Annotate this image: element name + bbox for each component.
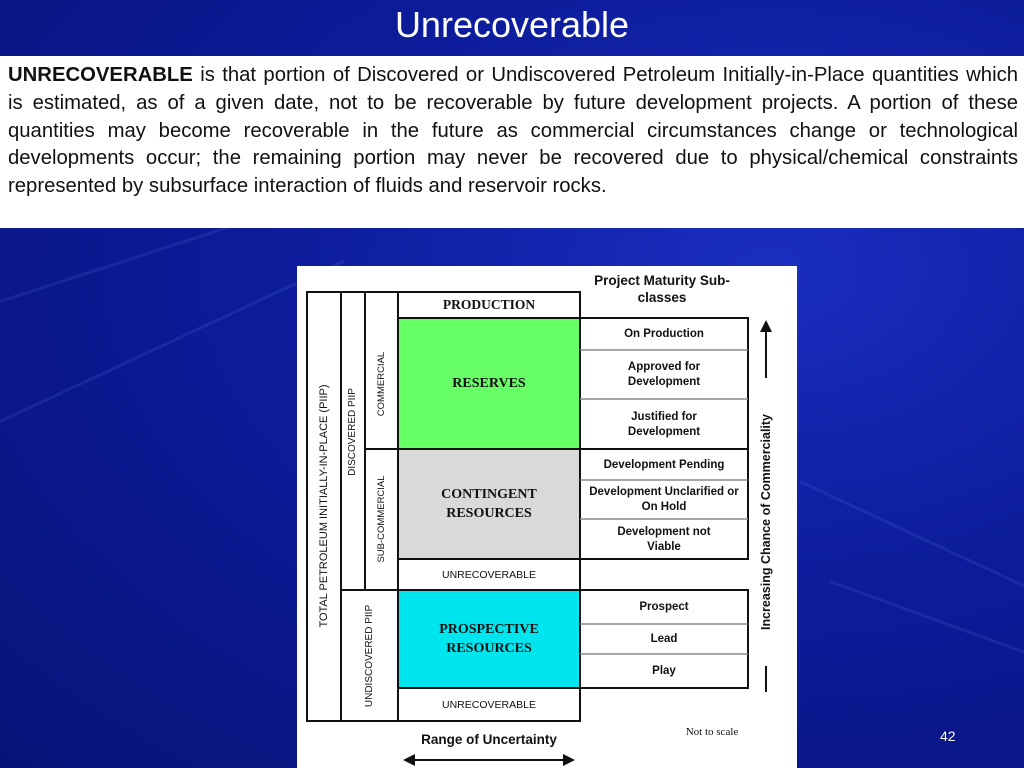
subclass-play: Play [652, 665, 676, 677]
undiscovered-piip-label: UNDISCOVERED PIIP [364, 604, 375, 708]
unrecoverable-label-2: UNRECOVERABLE [442, 698, 536, 711]
subclass-approved: Approved for Development [627, 361, 701, 388]
reserves-label: RESERVES [452, 375, 526, 391]
definition-box [0, 56, 1024, 228]
commerciality-label: Increasing Chance of Commerciality [759, 413, 773, 631]
subclass-pending: Development Pending [603, 458, 725, 471]
sub-commercial-label: SUB-COMMERCIAL [376, 475, 387, 563]
scale-note: Not to scale [685, 726, 739, 738]
subclass-not-viable: Development not Viable [617, 525, 711, 553]
resource-classification-diagram [297, 266, 797, 768]
production-label: PRODUCTION [442, 297, 536, 312]
subclass-unclarified: Development Unclarified or On Hold [589, 486, 739, 513]
subclass-prospect: Prospect [639, 601, 689, 613]
background-streak [799, 480, 1024, 593]
prospective-resources-label: PROSPECTIVE RESOURCES [439, 622, 539, 656]
background-streak [829, 580, 1024, 658]
unrecoverable-label-1: UNRECOVERABLE [442, 568, 536, 581]
maturity-header: Project Maturity Sub-classes [594, 273, 730, 305]
definition-term: UNRECOVERABLE [8, 64, 193, 86]
subclass-lead: Lead [650, 633, 678, 645]
page-number: 42 [940, 728, 956, 744]
discovered-piip-label: DISCOVERED PIIP [347, 388, 358, 476]
uncertainty-label: Range of Uncertainty [421, 732, 557, 747]
total-piip-label: TOTAL PETROLEUM INITIALLY-IN-PLACE (PIIP) [318, 384, 330, 628]
commercial-label: COMMERCIAL [376, 351, 387, 417]
definition-text: is that portion of Discovered or Undiscovered Petroleum Initially-in-Place quantities which is estimated, as of a given date, not to be recoverable by future development projects. A portion of these quantities may become recoverable in the future as commercial circumstances change or technological developments occur; the remaining portion may never be recovered due to physical/chemical constraints represented by subsurface interaction of fluids and reservoir rocks. [8, 64, 1018, 198]
slide-title: Unrecoverable [394, 4, 630, 45]
subclass-on-production: On Production [624, 328, 704, 340]
subclass-justified: Justified for Development [627, 410, 701, 438]
contingent-resources-label: CONTINGENT RESOURCES [441, 487, 537, 521]
